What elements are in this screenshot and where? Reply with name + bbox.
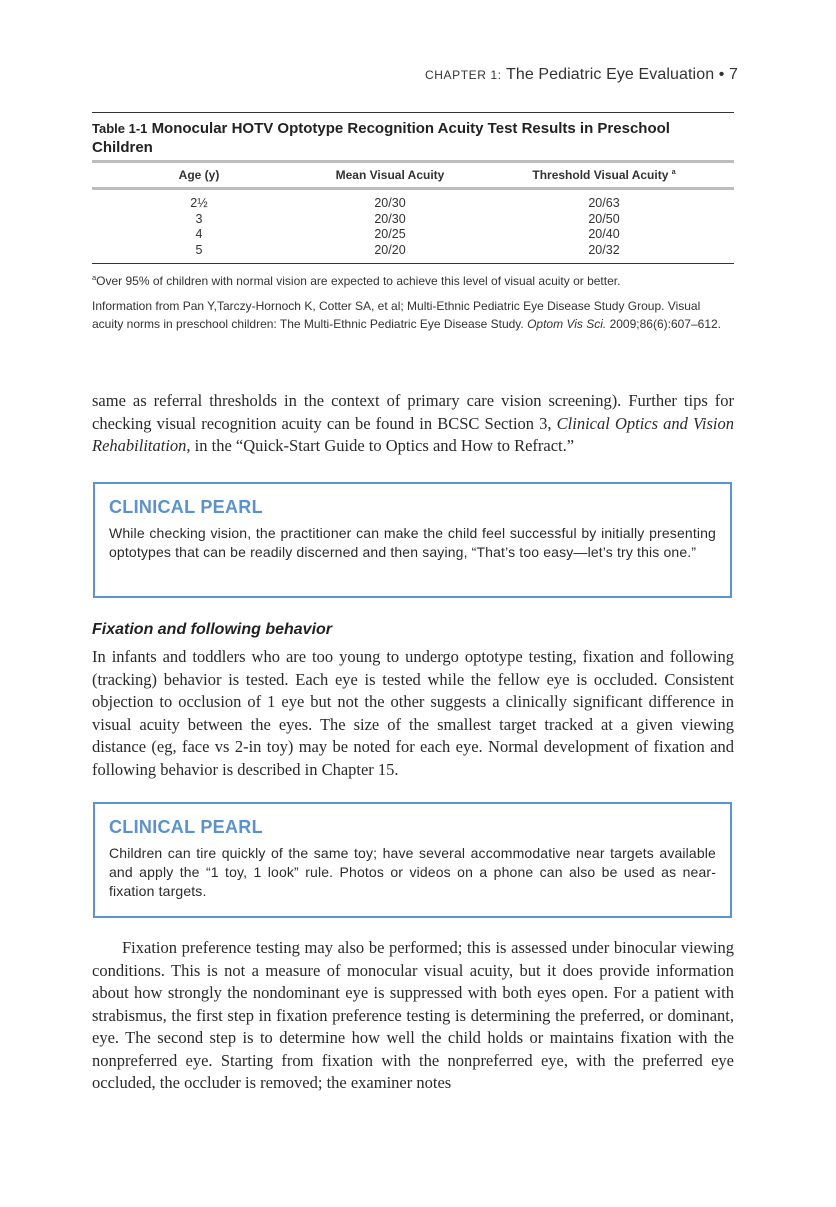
cell-mean: 20/30 [374, 211, 406, 226]
cell-age: 5 [195, 242, 203, 257]
column-header-threshold [474, 168, 734, 182]
cell-mean: 20/25 [374, 227, 406, 241]
header-bullet: • [718, 66, 725, 83]
table-footnote [92, 270, 734, 289]
section-body-paragraph: In infants and toddlers who are too young to undergo optotype testing, fixation and following (tracking) behavior is tested. Each eye is tested while the fellow eye is occluded. Consistent objection to occlusion of 1 eye but not the other suggests a clinically significant difference in visual acuity between the eyes. The size of the smallest target tracked at a given viewing distance (eg, face vs 2-in toy) may be noted for each eye. Normal development of fixation and following behavior is described in Chapter 15. [92, 647, 734, 779]
column-header-threshold-label: Threshold Visual Acuity [532, 168, 669, 182]
table-source [92, 298, 734, 333]
source-citation: 2009;86(6):607–612. [609, 316, 722, 331]
footnote-text: Over 95% of children with normal vision are expected to achieve this level of visual acuity or better. [96, 274, 621, 288]
column-header-age: Age (y) [178, 168, 220, 182]
source-journal: Optom Vis Sci. [527, 316, 607, 331]
table-row [92, 243, 734, 259]
cell-threshold: 20/50 [588, 211, 620, 226]
table-top-rule [92, 112, 734, 113]
cell-age: 2½ [190, 196, 208, 210]
cell-age: 4 [195, 227, 203, 241]
cell-threshold: 20/32 [588, 242, 620, 257]
column-header-mean: Mean Visual Acuity [335, 168, 445, 182]
running-head [425, 66, 738, 84]
cell-mean: 20/20 [374, 242, 406, 257]
table-title [92, 119, 734, 157]
source-text: Information from Pan Y,Tarczy-Hornoch K, Cotter SA, et al; Multi-Ethnic Pediatric Eye Disease Study Group. Visual acuity norms in preschool children: The Multi-Ethnic Pediatric Eye Disease Study. [92, 299, 701, 331]
body-paragraph [92, 390, 734, 458]
paragraph-text: same as referral thresholds in the context of primary care vision screening). Further tips for checking visual recognition acuity can be found in BCSC Section 3, [92, 391, 734, 433]
clinical-pearl-text: While checking vision, the practitioner can make the child feel successful by initially presenting optotypes that can be readily discerned and then saying, “That’s too easy—let’s try this one.” [109, 525, 716, 560]
table-bottom-rule [92, 263, 734, 264]
clinical-pearl-text: Children can tire quickly of the same toy; have several accommodative near targets available and apply the “1 toy, 1 look” rule. Photos or videos on a phone can also be used as near-fixation targets. [109, 845, 716, 899]
table-row [92, 196, 734, 212]
table-1-1 [92, 112, 734, 333]
table-caption: Monocular HOTV Optotype Recognition Acuity Test Results in Preschool Children [92, 120, 670, 156]
cell-mean: 20/30 [374, 196, 406, 210]
table-header-row [92, 163, 734, 187]
threshold-footnote-marker: a [671, 169, 676, 176]
page-number: 7 [729, 66, 738, 83]
cell-threshold: 20/63 [588, 196, 620, 210]
chapter-title: The Pediatric Eye Evaluation [505, 66, 715, 83]
footnote-marker: a [92, 273, 97, 282]
clinical-pearl-title: CLINICAL PEARL [109, 497, 263, 517]
body-paragraph: Fixation preference testing may also be performed; this is assessed under binocular viewing conditions. This is not a measure of monocular visual acuity, but it does provide information about how strongly the nondominant eye is suppressed with both eyes open. For a patient with strabismus, the first step in fixation preference testing is determining the preferred, or dominant, eye. The second step is to determine how well the child holds or maintains fixation with the nonpreferred eye. Starting from fixation with the nonpreferred eye, with the preferred eye occluded, the occluder is removed; the examiner notes [92, 938, 734, 1092]
cell-age: 3 [195, 211, 203, 226]
paragraph-book-title: Clinical Optics and Vision Rehabilitation, [92, 413, 734, 455]
section-heading: Fixation and following behavior [92, 621, 333, 638]
clinical-pearl-box [93, 802, 732, 918]
clinical-pearl-box [93, 482, 732, 598]
table-number: Table 1-1 [92, 121, 148, 136]
chapter-label: CHAPTER 1: [425, 68, 502, 82]
table-row [92, 212, 734, 228]
clinical-pearl-title: CLINICAL PEARL [109, 817, 263, 837]
table-row [92, 227, 734, 243]
paragraph-text: in the “Quick-Start Guide to Optics and How to Refract.” [194, 436, 575, 455]
cell-threshold: 20/40 [588, 227, 620, 241]
table-body [92, 190, 734, 263]
